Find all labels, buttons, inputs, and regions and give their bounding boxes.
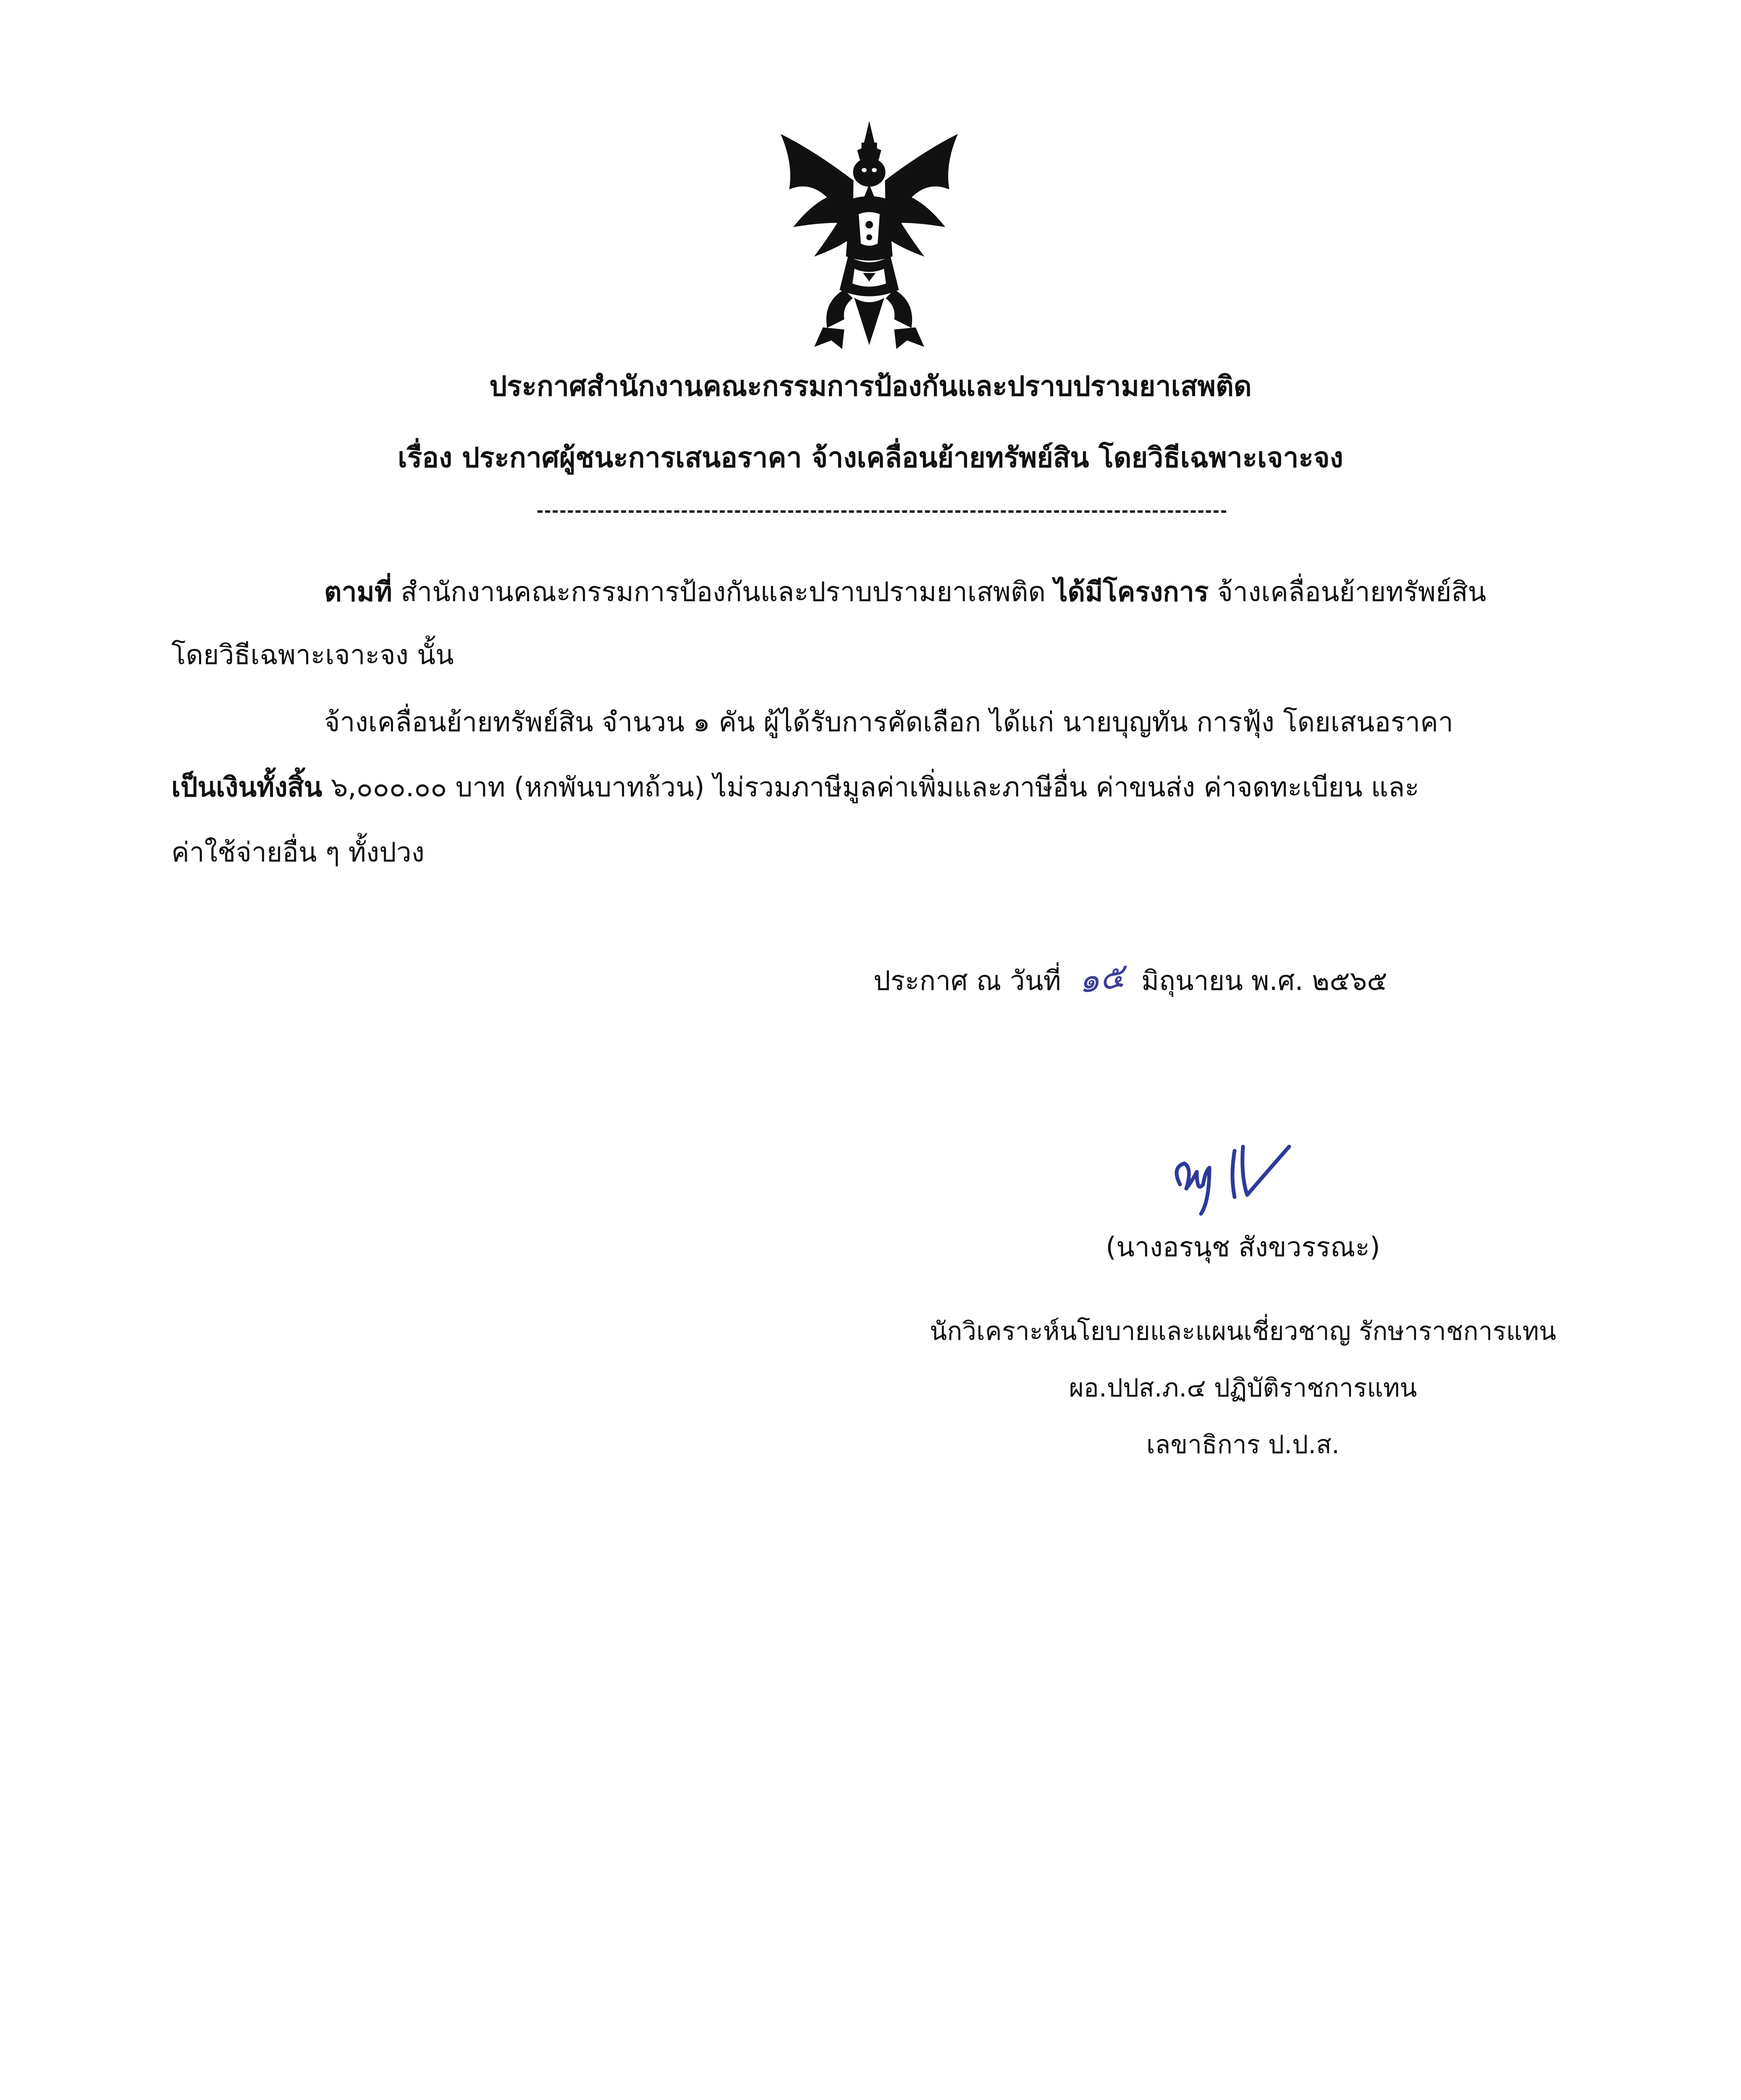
subject-label: เรื่อง — [398, 441, 453, 474]
paragraph-1-lead: ตามที่ — [324, 577, 392, 608]
announcement-prefix: ประกาศ ณ วันที่ — [873, 966, 1061, 997]
signatory-position-2: ผอ.ปปส.ภ.๔ ปฏิบัติราชการแทน — [1069, 1373, 1417, 1403]
handwritten-signature-icon — [1163, 1134, 1314, 1218]
paragraph-2-line-1: จ้างเคลื่อนย้ายทรัพย์สิน จำนวน ๑ คัน ผู้ได้รับการคัดเลือก ได้แก่ นายบุญทัน การฟุ้ง โดยเสนอราคา — [324, 707, 1453, 738]
paragraph-2-line-3: ค่าใช้จ่ายอื่น ๆ ทั้งปวง — [171, 837, 425, 868]
announcement-day: ๑๕ — [1075, 956, 1127, 1001]
signatory-position-1: นักวิเคราะห์นโยบายและแผนเชี่ยวชาญ รักษาราชการแทน — [930, 1317, 1556, 1346]
announcement-date — [873, 956, 1387, 1001]
paragraph-1-agency: สำนักงานคณะกรรมการป้องกันและปราบปรามยาเสพติด — [401, 577, 1046, 608]
garuda-emblem-icon — [764, 118, 974, 353]
signatory-name: (นางอรนุช สังขวรรณะ) — [1106, 1232, 1380, 1263]
announcement-month-year: มิถุนายน พ.ศ. ๒๕๖๕ — [1141, 966, 1387, 997]
paragraph-1-project: จ้างเคลื่อนย้ายทรัพย์สิน — [1217, 577, 1487, 608]
total-amount-label: เป็นเงินทั้งสิ้น — [171, 772, 323, 803]
document-title: ประกาศสำนักงานคณะกรรมการป้องกันและปราบปรามยาเสพติด — [489, 370, 1252, 402]
paragraph-1-line-2: โดยวิธีเฉพาะเจาะจง นั้น — [171, 640, 454, 671]
paragraph-1-project-label: ได้มีโครงการ — [1054, 577, 1209, 608]
subject-text: ประกาศผู้ชนะการเสนอราคา จ้างเคลื่อนย้ายทรัพย์สิน โดยวิธีเฉพาะเจาะจง — [462, 441, 1343, 474]
total-amount-text: ๖,๐๐๐.๐๐ บาท (หกพันบาทถ้วน) ไม่รวมภาษีมูลค่าเพิ่มและภาษีอื่น ค่าขนส่ง ค่าจดทะเบียน และ — [330, 772, 1419, 803]
paragraph-1-line-1 — [324, 575, 1486, 609]
signatory-position-3: เลขาธิการ ป.ป.ส. — [1146, 1430, 1340, 1460]
paragraph-2-line-2 — [171, 771, 1419, 804]
title-separator — [538, 510, 1226, 513]
document-subject — [0, 441, 1741, 475]
